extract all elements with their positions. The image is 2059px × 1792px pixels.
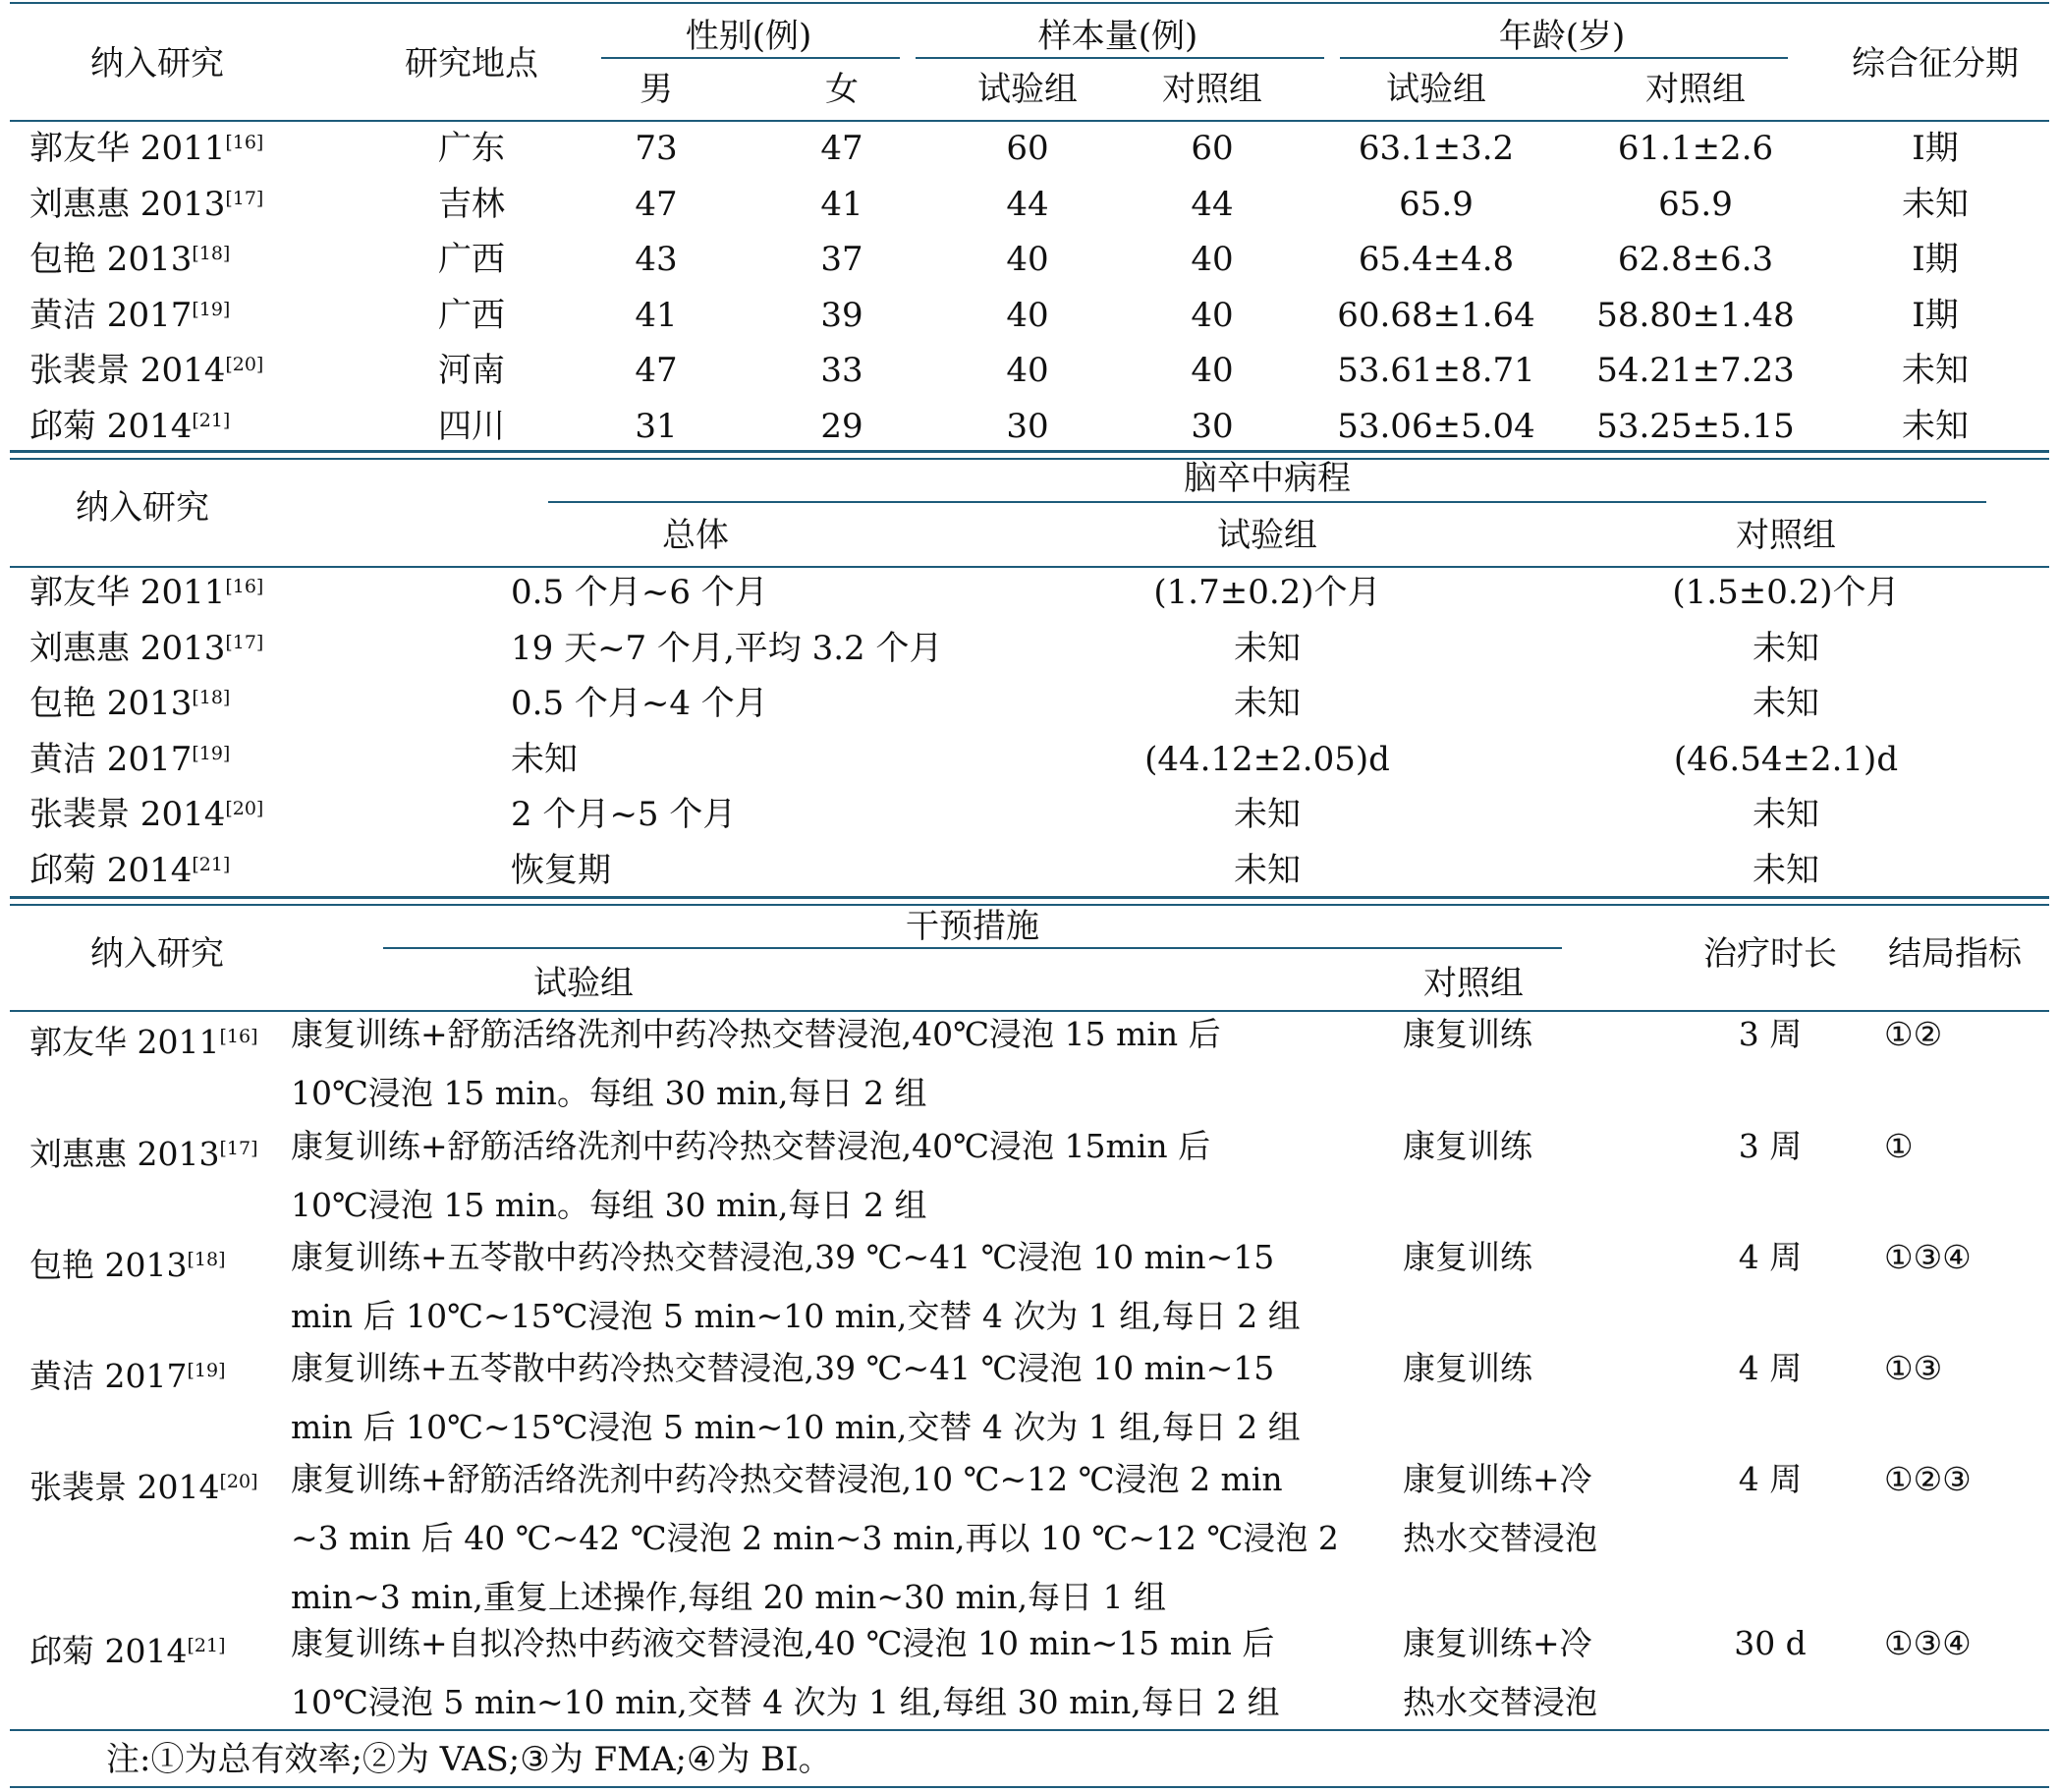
t3-row-duration: 3 周 — [1738, 1015, 1803, 1053]
study-reference: [16] — [219, 1026, 258, 1047]
t3-row-duration: 3 周 — [1738, 1127, 1803, 1165]
t3-row-exp-line: 10℃浸泡 15 min。每组 30 min,每日 2 组 — [291, 1074, 927, 1112]
t3-row-exp-line: 康复训练+舒筋活络洗剂中药冷热交替浸泡,40℃浸泡 15min 后 — [291, 1127, 1211, 1165]
t1-row-male: 47 — [635, 184, 678, 224]
study-name: 包艳 2013 — [29, 240, 193, 279]
study-reference: [17] — [225, 631, 264, 653]
t3-row-exp-line: ~3 min 后 40 ℃~42 ℃浸泡 2 min~3 min,再以 10 ℃~12 ℃浸泡 2 — [291, 1519, 1339, 1557]
t1-row-stage: 未知 — [1902, 184, 1969, 224]
t1-row-female: 29 — [820, 406, 863, 446]
t1-row-study — [29, 128, 263, 169]
t3-row-outcome: ①③④ — [1884, 1238, 1972, 1276]
t1-row-age-exp: 53.61±8.71 — [1337, 351, 1535, 390]
table1-bottom-rule — [10, 450, 2049, 453]
study-name: 刘惠惠 2013 — [29, 628, 226, 668]
t2-row-exp: 未知 — [1234, 850, 1301, 890]
t2-header-ctrl: 对照组 — [1736, 516, 1836, 555]
table2-top-rule — [10, 458, 2049, 460]
t1-row-age-ctrl: 58.80±1.48 — [1596, 295, 1795, 335]
t3-row-exp-line: min 后 10℃~15℃浸泡 5 min~10 min,交替 4 次为 1 组,每日 2 组 — [291, 1297, 1301, 1335]
t1-row-female: 39 — [820, 295, 863, 335]
t2-row-overall: 0.5 个月~6 个月 — [511, 573, 768, 612]
t3-header-intervention: 干预措施 — [906, 907, 1039, 946]
t3-row-outcome: ①②③ — [1884, 1460, 1972, 1498]
t1-row-male: 47 — [635, 351, 678, 390]
study-name: 邱菊 2014 — [29, 850, 193, 890]
t2-row-study — [29, 683, 230, 724]
t1-header-female: 女 — [825, 70, 859, 109]
t1-age-rule — [1340, 57, 1788, 59]
t1-row-study — [29, 406, 230, 447]
t1-row-exp: 60 — [1006, 129, 1049, 168]
t1-row-age-exp: 63.1±3.2 — [1358, 129, 1515, 168]
t1-row-age-ctrl: 65.9 — [1658, 184, 1733, 224]
t2-row-overall: 0.5 个月~4 个月 — [511, 684, 768, 723]
t3-row-exp-line: 10℃浸泡 5 min~10 min,交替 4 次为 1 组,每组 30 min,每日 2 组 — [291, 1683, 1280, 1721]
t1-row-exp: 30 — [1006, 406, 1049, 446]
t3-row-exp-line: 康复训练+五苓散中药冷热交替浸泡,39 ℃~41 ℃浸泡 10 min~15 — [291, 1238, 1275, 1276]
study-reference: [16] — [225, 576, 264, 597]
t3-row-ctrl-line: 康复训练 — [1403, 1238, 1532, 1276]
t2-header-exp: 试验组 — [1217, 516, 1317, 555]
t1-row-location: 四川 — [438, 406, 505, 446]
t1-row-study — [29, 295, 230, 336]
study-reference: [21] — [192, 853, 231, 875]
t2-row-overall: 2 个月~5 个月 — [511, 795, 737, 834]
t1-header-exp: 试验组 — [977, 70, 1078, 109]
t1-header-sample: 样本量(例) — [1037, 17, 1198, 56]
t3-row-ctrl-line: 康复训练 — [1403, 1015, 1532, 1053]
t3-header-exp: 试验组 — [533, 964, 634, 1003]
t3-row-ctrl-line: 热水交替浸泡 — [1403, 1519, 1597, 1557]
t1-row-ctrl: 40 — [1191, 295, 1234, 335]
t3-row-duration: 4 周 — [1738, 1460, 1803, 1498]
t1-row-ctrl: 60 — [1191, 129, 1234, 168]
t1-row-location: 吉林 — [438, 184, 505, 224]
t3-row-ctrl-line: 康复训练+冷 — [1403, 1624, 1592, 1662]
t2-header-overall: 总体 — [662, 516, 729, 555]
t3-row-exp-line: 康复训练+舒筋活络洗剂中药冷热交替浸泡,40℃浸泡 15 min 后 — [291, 1015, 1221, 1053]
t3-row-ctrl-line: 热水交替浸泡 — [1403, 1683, 1597, 1721]
study-reference: [20] — [225, 798, 264, 819]
t2-row-exp: 未知 — [1234, 795, 1301, 834]
t3-row-ctrl-line: 康复训练+冷 — [1403, 1460, 1592, 1498]
t1-row-female: 37 — [820, 240, 863, 279]
t3-header-study: 纳入研究 — [90, 934, 224, 974]
t1-row-ctrl: 44 — [1191, 184, 1234, 224]
t1-row-ctrl: 30 — [1191, 406, 1234, 446]
t1-row-exp: 40 — [1006, 351, 1049, 390]
t2-row-overall: 恢复期 — [511, 850, 611, 890]
study-reference: [17] — [225, 187, 264, 209]
t1-row-study — [29, 184, 263, 225]
t2-row-ctrl: 未知 — [1753, 795, 1819, 834]
table1-top-rule — [10, 2, 2049, 4]
t1-row-age-ctrl: 54.21±7.23 — [1596, 351, 1795, 390]
study-name: 张裴景 2014 — [29, 795, 226, 834]
study-name: 刘惠惠 2013 — [29, 1135, 220, 1173]
t3-row-outcome: ①③④ — [1884, 1624, 1972, 1662]
t1-row-female: 47 — [820, 129, 863, 168]
t1-row-stage: Ⅰ期 — [1912, 240, 1959, 279]
t3-row-outcome: ①③ — [1884, 1349, 1943, 1387]
t1-row-female: 33 — [820, 351, 863, 390]
t1-row-stage: 未知 — [1902, 351, 1969, 390]
t2-row-ctrl: (46.54±2.1)d — [1673, 739, 1899, 779]
t3-row-study — [29, 1631, 226, 1672]
t3-row-outcome: ①② — [1884, 1015, 1943, 1053]
t3-row-study — [29, 1245, 226, 1286]
study-reference: [17] — [219, 1138, 258, 1159]
t2-row-study — [29, 794, 263, 835]
table-note: 注:①为总有效率;②为 VAS;③为 FMA;④为 BI。 — [106, 1740, 832, 1779]
t2-row-ctrl: 未知 — [1753, 684, 1819, 723]
study-name: 黄洁 2017 — [29, 739, 193, 779]
t1-row-stage: 未知 — [1902, 406, 1969, 446]
t1-header-age: 年龄(岁) — [1498, 17, 1626, 56]
t3-row-study — [29, 1467, 258, 1508]
study-reference: [16] — [225, 132, 264, 153]
t1-header-rule — [10, 120, 2049, 122]
t2-row-exp: 未知 — [1234, 684, 1301, 723]
t1-row-location: 河南 — [438, 351, 505, 390]
t1-row-male: 43 — [635, 240, 678, 279]
note-bottom-rule — [10, 1786, 2049, 1788]
t1-header-stage: 综合征分期 — [1852, 44, 2019, 84]
t3-row-study — [29, 1356, 226, 1397]
t1-row-exp: 40 — [1006, 240, 1049, 279]
t3-row-exp-line: min~3 min,重复上述操作,每组 20 min~30 min,每日 1 组 — [291, 1578, 1167, 1616]
t1-header-ctrl: 对照组 — [1162, 70, 1262, 109]
t1-header-sex: 性别(例) — [685, 17, 812, 56]
t1-row-age-ctrl: 61.1±2.6 — [1617, 129, 1774, 168]
t1-header-age-ctrl: 对照组 — [1645, 70, 1746, 109]
study-name: 邱菊 2014 — [29, 406, 193, 446]
study-name: 刘惠惠 2013 — [29, 184, 226, 224]
study-reference: [18] — [192, 243, 231, 264]
t1-header-location: 研究地点 — [405, 44, 538, 84]
study-reference: [20] — [219, 1471, 258, 1492]
t2-row-ctrl: (1.5±0.2)个月 — [1672, 573, 1900, 612]
study-name: 郭友华 2011 — [29, 573, 226, 612]
study-reference: [18] — [192, 687, 231, 708]
study-name: 郭友华 2011 — [29, 1023, 220, 1061]
study-reference: [21] — [187, 1635, 226, 1656]
t2-header-study: 纳入研究 — [76, 488, 209, 528]
t1-row-age-ctrl: 53.25±5.15 — [1596, 406, 1795, 446]
t3-row-exp-line: 康复训练+五苓散中药冷热交替浸泡,39 ℃~41 ℃浸泡 10 min~15 — [291, 1349, 1275, 1387]
t3-bottom-rule — [10, 1729, 2049, 1731]
t1-header-male: 男 — [640, 70, 673, 109]
t1-row-age-exp: 65.4±4.8 — [1358, 240, 1515, 279]
t1-row-stage: Ⅰ期 — [1912, 295, 1959, 335]
t1-row-study — [29, 239, 230, 280]
table2-bottom-rule — [10, 896, 2049, 899]
study-name: 黄洁 2017 — [29, 295, 193, 335]
t1-header-study: 纳入研究 — [90, 44, 224, 84]
t2-row-ctrl: 未知 — [1753, 628, 1819, 668]
t3-header-duration: 治疗时长 — [1703, 934, 1837, 974]
t3-row-duration: 30 d — [1734, 1624, 1807, 1662]
t3-row-study — [29, 1134, 258, 1175]
t1-row-male: 31 — [635, 406, 678, 446]
t3-row-exp-line: 10℃浸泡 15 min。每组 30 min,每日 2 组 — [291, 1186, 927, 1224]
t3-header-outcome: 结局指标 — [1888, 934, 2022, 974]
t1-row-ctrl: 40 — [1191, 240, 1234, 279]
t1-row-female: 41 — [820, 184, 863, 224]
t3-row-duration: 4 周 — [1738, 1238, 1803, 1276]
t2-row-exp: 未知 — [1234, 628, 1301, 668]
t1-row-stage: Ⅰ期 — [1912, 129, 1959, 168]
t3-row-outcome: ① — [1884, 1127, 1914, 1165]
study-name: 郭友华 2011 — [29, 129, 226, 168]
study-reference: [19] — [187, 1360, 226, 1381]
t1-row-age-exp: 60.68±1.64 — [1337, 295, 1535, 335]
study-name: 包艳 2013 — [29, 1246, 188, 1284]
t3-header-rule — [10, 1010, 2049, 1012]
t1-row-ctrl: 40 — [1191, 351, 1234, 390]
t2-row-overall: 未知 — [511, 739, 578, 779]
t1-row-exp: 40 — [1006, 295, 1049, 335]
t2-row-ctrl: 未知 — [1753, 850, 1819, 890]
t3-intervention-rule — [383, 947, 1562, 949]
t1-row-age-ctrl: 62.8±6.3 — [1617, 240, 1774, 279]
t1-row-age-exp: 53.06±5.04 — [1337, 406, 1535, 446]
study-name: 黄洁 2017 — [29, 1357, 188, 1395]
t1-row-exp: 44 — [1006, 184, 1049, 224]
t2-row-study — [29, 572, 263, 613]
t1-row-male: 41 — [635, 295, 678, 335]
study-reference: [18] — [187, 1249, 226, 1270]
t2-header-course: 脑卒中病程 — [1184, 459, 1351, 498]
study-name: 张裴景 2014 — [29, 1468, 220, 1506]
t3-row-exp-line: 康复训练+舒筋活络洗剂中药冷热交替浸泡,10 ℃~12 ℃浸泡 2 min — [291, 1460, 1283, 1498]
t1-row-location: 广西 — [438, 295, 505, 335]
t2-header-rule — [10, 566, 2049, 568]
t2-row-exp: (1.7±0.2)个月 — [1153, 573, 1381, 612]
t2-row-study — [29, 850, 230, 891]
t3-row-exp-line: min 后 10℃~15℃浸泡 5 min~10 min,交替 4 次为 1 组,每日 2 组 — [291, 1408, 1301, 1446]
t1-header-age-exp: 试验组 — [1386, 70, 1486, 109]
study-reference: [19] — [192, 742, 231, 764]
t1-row-age-exp: 65.9 — [1399, 184, 1474, 224]
study-name: 张裴景 2014 — [29, 351, 226, 390]
t3-row-duration: 4 周 — [1738, 1349, 1803, 1387]
t3-row-ctrl-line: 康复训练 — [1403, 1127, 1532, 1165]
t1-sample-rule — [916, 57, 1324, 59]
t1-sex-rule — [601, 57, 900, 59]
t3-header-ctrl: 对照组 — [1423, 964, 1524, 1003]
t1-row-location: 广东 — [438, 129, 505, 168]
t2-row-overall: 19 天~7 个月,平均 3.2 个月 — [511, 628, 943, 668]
t2-course-rule — [548, 501, 1986, 503]
t3-row-study — [29, 1022, 258, 1063]
study-name: 包艳 2013 — [29, 684, 193, 723]
study-reference: [21] — [192, 409, 231, 431]
study-name: 邱菊 2014 — [29, 1632, 188, 1670]
t1-row-study — [29, 350, 263, 391]
t2-row-study — [29, 739, 230, 780]
t2-row-exp: (44.12±2.05)d — [1144, 739, 1390, 779]
study-reference: [20] — [225, 354, 264, 375]
t2-row-study — [29, 628, 263, 669]
t3-row-ctrl-line: 康复训练 — [1403, 1349, 1532, 1387]
t1-row-location: 广西 — [438, 240, 505, 279]
t3-row-exp-line: 康复训练+自拟冷热中药液交替浸泡,40 ℃浸泡 10 min~15 min 后 — [291, 1624, 1275, 1662]
t1-row-male: 73 — [635, 129, 678, 168]
study-reference: [19] — [192, 298, 231, 320]
